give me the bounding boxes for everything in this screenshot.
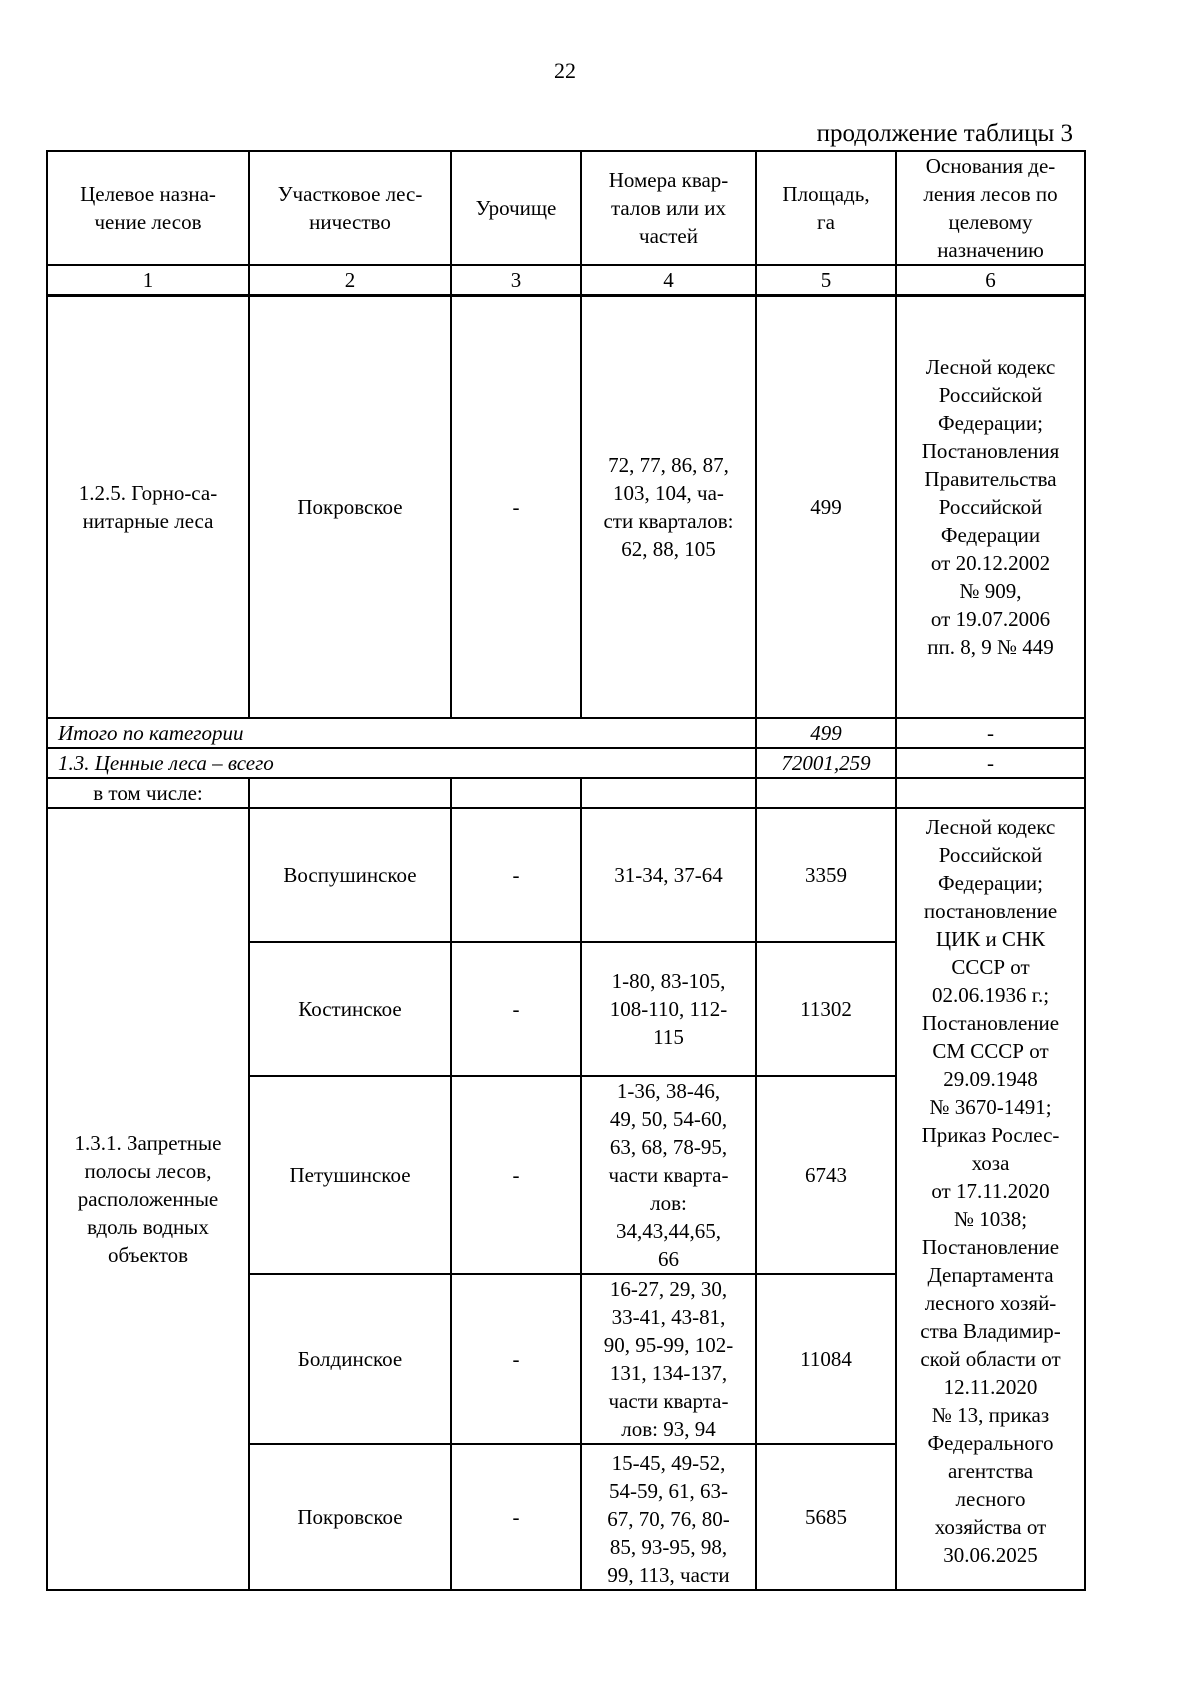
table-header-row: [47, 151, 1085, 265]
including-label: в том числе:: [47, 778, 249, 808]
cell-area: 499: [756, 296, 896, 719]
column-number: 5: [756, 265, 896, 296]
table-row-category-total: [47, 718, 1085, 748]
cell-tract: -: [451, 808, 581, 942]
table-caption: продолжение таблицы 3: [816, 120, 1073, 147]
cell-tract: -: [451, 1076, 581, 1274]
total-area: 499: [756, 718, 896, 748]
cell-area: 3359: [756, 808, 896, 942]
cell-area: 11084: [756, 1274, 896, 1444]
column-numbers-row: [47, 265, 1085, 296]
header-tract: Урочище: [451, 151, 581, 265]
header-forestry: Участковое лес- ничество: [249, 151, 451, 265]
table-row-mountain-sanitary: [47, 296, 1085, 719]
empty-cell: [756, 778, 896, 808]
empty-cell: [451, 778, 581, 808]
column-number: 2: [249, 265, 451, 296]
table-row: [47, 808, 1085, 942]
forest-purpose-table: [46, 150, 1086, 1591]
empty-cell: [581, 778, 756, 808]
cell-forestry: Петушинское: [249, 1076, 451, 1274]
table-row-including: [47, 778, 1085, 808]
cell-quarters: 72, 77, 86, 87, 103, 104, ча- сти кварталов: 62, 88, 105: [581, 296, 756, 719]
cell-forestry: Покровское: [249, 1444, 451, 1590]
empty-cell: [896, 778, 1085, 808]
cell-forestry: Болдинское: [249, 1274, 451, 1444]
header-purpose: Целевое назна- чение лесов: [47, 151, 249, 265]
cell-quarters: 16-27, 29, 30, 33-41, 43-81, 90, 95-99, 102- 131, 134-137, части кварта- лов: 93, 94: [581, 1274, 756, 1444]
cell-purpose-protective-strips: 1.3.1. Запретные полосы лесов, расположенные вдоль водных объектов: [47, 808, 249, 1590]
cell-quarters: 1-36, 38-46, 49, 50, 54-60, 63, 68, 78-95, части кварта- лов: 34,43,44,65, 66: [581, 1076, 756, 1274]
cell-tract: -: [451, 1444, 581, 1590]
header-area: Площадь, га: [756, 151, 896, 265]
total-label: Итого по категории: [47, 718, 756, 748]
cell-basis-protective-strips: Лесной кодекс Российской Федерации; постановление ЦИК и СНК СССР от 02.06.1936 г.; Постановление СМ СССР от 29.09.1948 № 3670-1491; Приказ Рослес- хоза от 17.11.2020 № 1038; Постановление Департамента лесного хозяй- ства Владимир- ской области от 12.11.2020 № 13, приказ Федерального агентства лесного хозяйства от 30.06.2025: [896, 808, 1085, 1590]
header-basis: Основания де- ления лесов по целевому назначению: [896, 151, 1085, 265]
column-number: 4: [581, 265, 756, 296]
cell-tract: -: [451, 942, 581, 1076]
cell-area: 6743: [756, 1076, 896, 1274]
cell-tract: -: [451, 296, 581, 719]
column-number: 6: [896, 265, 1085, 296]
cell-quarters: 1-80, 83-105, 108-110, 112- 115: [581, 942, 756, 1076]
cell-quarters: 31-34, 37-64: [581, 808, 756, 942]
empty-cell: [249, 778, 451, 808]
page-number: 22: [554, 58, 576, 83]
total-basis: -: [896, 718, 1085, 748]
column-number: 3: [451, 265, 581, 296]
cell-forestry: Воспушинское: [249, 808, 451, 942]
column-number: 1: [47, 265, 249, 296]
cell-forestry: Костинское: [249, 942, 451, 1076]
valuable-label: 1.3. Ценные леса – всего: [47, 748, 756, 778]
cell-area: 11302: [756, 942, 896, 1076]
cell-basis: Лесной кодекс Российской Федерации; Постановления Правительства Российской Федерации от 20.12.2002 № 909, от 19.07.2006 пп. 8, 9 № 449: [896, 296, 1085, 719]
header-quarters: Номера квар- талов или их частей: [581, 151, 756, 265]
cell-area: 5685: [756, 1444, 896, 1590]
valuable-area: 72001,259: [756, 748, 896, 778]
cell-forestry: Покровское: [249, 296, 451, 719]
cell-purpose: 1.2.5. Горно-са- нитарные леса: [47, 296, 249, 719]
cell-quarters: 15-45, 49-52, 54-59, 61, 63- 67, 70, 76, 80- 85, 93-95, 98, 99, 113, части: [581, 1444, 756, 1590]
table-row-valuable-total: [47, 748, 1085, 778]
valuable-basis: -: [896, 748, 1085, 778]
cell-tract: -: [451, 1274, 581, 1444]
